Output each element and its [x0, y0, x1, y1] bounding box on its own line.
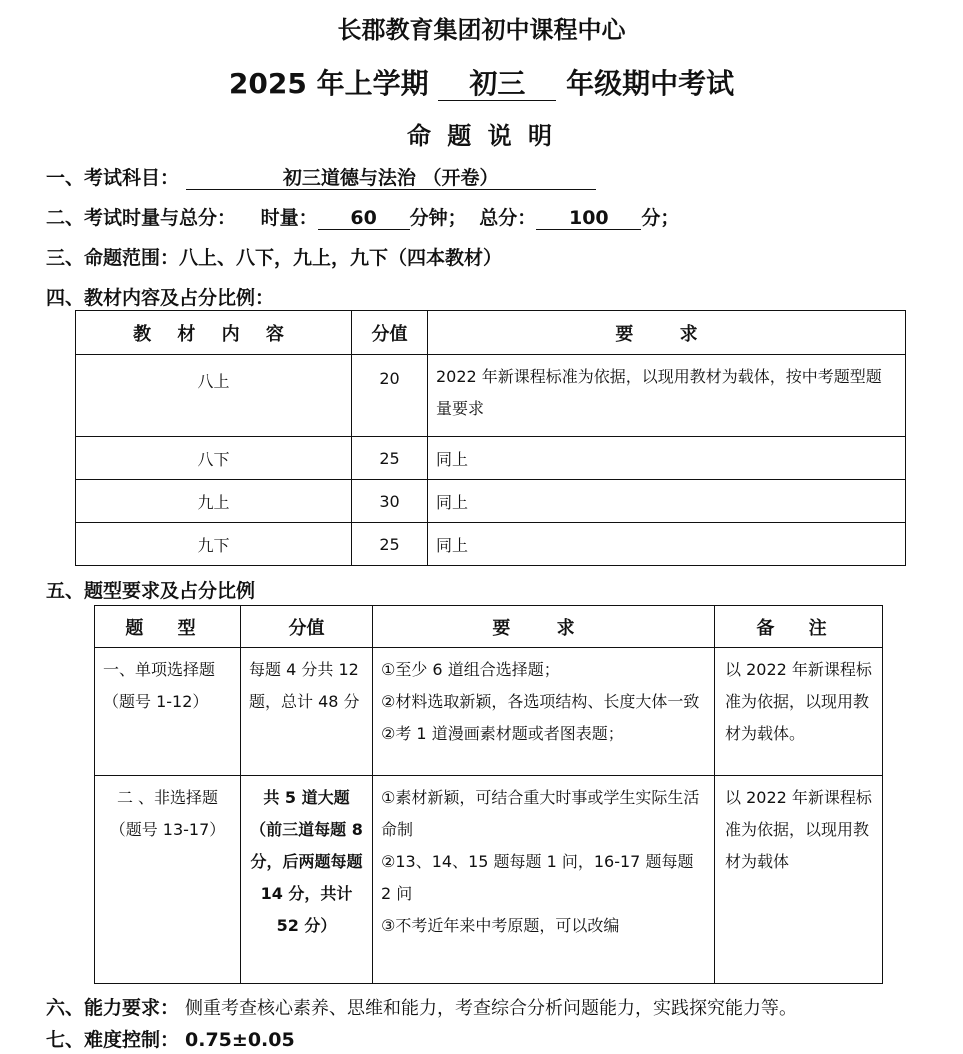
row-content: 八上	[76, 355, 352, 437]
subject-label: 一、考试科目：	[46, 167, 180, 189]
difficulty-label: 七、难度控制：	[46, 1029, 180, 1051]
time-score-label: 二、考试时量与总分：	[46, 207, 237, 229]
table-header-row	[76, 311, 906, 355]
col-header-requirement: 要 求	[373, 606, 715, 648]
requirement-item: ①至少 6 道组合选择题；	[381, 660, 560, 679]
type-cell: 二 、非选择题 （题号 13-17）	[95, 776, 241, 984]
requirement-item: ③不考近年来中考原题，可以改编	[381, 916, 620, 935]
note-cell: 以 2022 年新课程标准为依据，以现用教材为载体。	[715, 648, 883, 776]
col-header-score: 分值	[241, 606, 373, 648]
col-header-type: 题 型	[95, 606, 241, 648]
col-header-score: 分值	[352, 311, 428, 355]
row-score: 30	[352, 480, 428, 523]
row-requirement: 同上	[428, 480, 906, 523]
exam-prefix: 2025 年上学期	[228, 67, 429, 100]
section-scope: 三、命题范围：八上、八下，九上，九下（四本教材）	[46, 247, 503, 269]
ability-label: 六、能力要求：	[46, 997, 180, 1019]
time-value: 60	[318, 208, 410, 230]
table-row	[76, 523, 906, 566]
subject-value: 初三道德与法治 （开卷）	[186, 168, 596, 190]
requirement-cell	[373, 776, 715, 984]
row-content: 九上	[76, 480, 352, 523]
exam-title	[0, 62, 963, 102]
note-cell: 以 2022 年新课程标准为依据，以现用教材为载体	[715, 776, 883, 984]
table-header-row	[95, 606, 883, 648]
requirement-item: ②考 1 道漫画素材题或者图表题；	[381, 724, 624, 743]
score-value: 100	[536, 208, 641, 230]
org-title: 长郡教育集团初中课程中心	[337, 16, 626, 44]
col-header-content: 教 材 内 容	[76, 311, 352, 355]
type-cell: 一、单项选择题（题号 1-12）	[95, 648, 241, 776]
score-cell: 每题 4 分共 12 题，总计 48 分	[241, 648, 373, 776]
question-type-table	[94, 605, 883, 984]
table-row	[76, 355, 906, 437]
row-requirement: 同上	[428, 523, 906, 566]
row-score: 20	[352, 355, 428, 437]
score-unit: 分；	[641, 207, 680, 229]
row-score: 25	[352, 523, 428, 566]
table-row	[76, 480, 906, 523]
section-ability	[46, 993, 797, 1020]
requirement-item: ②材料选取新颖，各选项结构、长度大体一致	[381, 692, 700, 711]
row-score: 25	[352, 437, 428, 480]
section-difficulty	[46, 1025, 295, 1052]
exam-grade: 初三	[438, 69, 556, 101]
section-subject	[46, 163, 596, 190]
table-row	[76, 437, 906, 480]
requirement-cell	[373, 648, 715, 776]
row-content: 八下	[76, 437, 352, 480]
row-content: 九下	[76, 523, 352, 566]
content-ratio-table	[75, 310, 906, 566]
time-label: 时量：	[260, 207, 318, 229]
section-time-score	[46, 203, 679, 230]
requirement-item: ②13、14、15 题每题 1 问，16-17 题每题 2 问	[381, 852, 694, 903]
time-unit: 分钟；	[409, 207, 467, 229]
doc-subtitle: 命 题 说 明	[406, 121, 557, 150]
section-question-types: 五、题型要求及占分比例	[46, 580, 256, 602]
table-row	[95, 648, 883, 776]
requirement-item: ①素材新颖，可结合重大时事或学生实际生活命制	[381, 788, 700, 839]
exam-suffix: 年级期中考试	[566, 67, 735, 100]
section-content-ratio: 四、教材内容及占分比例：	[46, 287, 275, 309]
table-row	[95, 776, 883, 984]
col-header-note: 备 注	[715, 606, 883, 648]
col-header-requirement: 要 求	[428, 311, 906, 355]
score-label: 总分：	[479, 207, 537, 229]
row-requirement: 同上	[428, 437, 906, 480]
row-requirement: 2022 年新课程标准为依据，以现用教材为载体，按中考题型题量要求	[428, 355, 906, 437]
score-cell: 共 5 道大题 （前三道每题 8 分，后两题每题 14 分，共计 52 分）	[241, 776, 373, 984]
ability-text: 侧重考查核心素养、思维和能力，考查综合分析问题能力，实践探究能力等。	[185, 998, 798, 1019]
difficulty-value: 0.75±0.05	[185, 1029, 295, 1051]
